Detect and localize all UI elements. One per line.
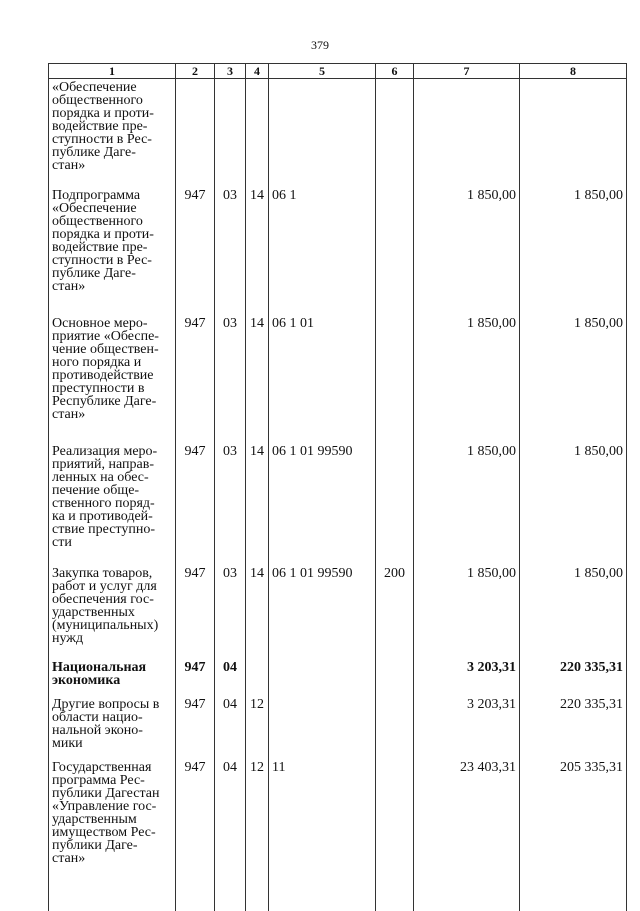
row-name-cell bbox=[49, 187, 176, 315]
subsection-code-cell: 14 bbox=[246, 443, 269, 565]
amount-col7-cell: 23 403,31 bbox=[414, 759, 520, 887]
table-row bbox=[49, 759, 627, 887]
row-name-line: сти bbox=[52, 536, 172, 549]
row-name-line: Национальная bbox=[52, 661, 172, 674]
amount-col7-cell: 3 203,31 bbox=[414, 659, 520, 696]
row-name-line: чение обществен- bbox=[52, 343, 172, 356]
empty-cell bbox=[176, 887, 215, 911]
amount-col8-cell: 220 335,31 bbox=[520, 659, 627, 696]
row-name-line: печение обще- bbox=[52, 484, 172, 497]
budget-table bbox=[48, 63, 627, 911]
expense-type-cell bbox=[376, 315, 414, 443]
header-col-2: 2 bbox=[176, 64, 215, 79]
empty-cell bbox=[376, 887, 414, 911]
row-name-line: Основное меро- bbox=[52, 317, 172, 330]
expense-type-cell bbox=[376, 659, 414, 696]
row-name-line: «Управление гос- bbox=[52, 800, 172, 813]
row-name-cell bbox=[49, 759, 176, 887]
target-article-cell bbox=[269, 659, 376, 696]
row-name-line: имуществом Рес- bbox=[52, 826, 172, 839]
table-row bbox=[49, 659, 627, 696]
section-code-cell: 03 bbox=[215, 443, 246, 565]
expense-type-cell bbox=[376, 443, 414, 565]
row-name-line: общественного bbox=[52, 215, 172, 228]
section-code-cell: 04 bbox=[215, 696, 246, 759]
target-article-cell: 06 1 01 99590 bbox=[269, 565, 376, 659]
row-name-line: порядка и проти- bbox=[52, 107, 172, 120]
row-name-line: противодействие bbox=[52, 369, 172, 382]
row-name-line: стан» bbox=[52, 408, 172, 421]
row-name-cell bbox=[49, 659, 176, 696]
amount-col8-cell: 1 850,00 bbox=[520, 565, 627, 659]
ministry-code-cell bbox=[176, 79, 215, 188]
row-name-line: Закупка товаров, bbox=[52, 567, 172, 580]
header-col-6: 6 bbox=[376, 64, 414, 79]
table-row bbox=[49, 443, 627, 565]
row-name-line: Реализация меро- bbox=[52, 445, 172, 458]
row-name-line: ленных на обес- bbox=[52, 471, 172, 484]
row-name-line: порядка и проти- bbox=[52, 228, 172, 241]
page-number: 379 bbox=[0, 38, 640, 53]
row-name-line: стан» bbox=[52, 280, 172, 293]
row-name-line: Другие вопросы в bbox=[52, 698, 172, 711]
row-name-line: Подпрограмма bbox=[52, 189, 172, 202]
row-name-cell bbox=[49, 79, 176, 188]
subsection-code-cell bbox=[246, 79, 269, 188]
row-name-line: «Обеспечение bbox=[52, 202, 172, 215]
row-name-line: стан» bbox=[52, 159, 172, 172]
amount-col8-cell: 220 335,31 bbox=[520, 696, 627, 759]
row-name-line: публике Даге- bbox=[52, 146, 172, 159]
ministry-code-cell: 947 bbox=[176, 696, 215, 759]
ministry-code-cell: 947 bbox=[176, 659, 215, 696]
expense-type-cell bbox=[376, 79, 414, 188]
row-name-line: ступности в Рес- bbox=[52, 133, 172, 146]
target-article-cell: 11 bbox=[269, 759, 376, 887]
ministry-code-cell: 947 bbox=[176, 315, 215, 443]
row-name-line: области нацио- bbox=[52, 711, 172, 724]
row-name-line: ударственных bbox=[52, 606, 172, 619]
subsection-code-cell bbox=[246, 659, 269, 696]
amount-col8-cell: 1 850,00 bbox=[520, 315, 627, 443]
row-name-line: нальной эконо- bbox=[52, 724, 172, 737]
ministry-code-cell: 947 bbox=[176, 443, 215, 565]
table-row bbox=[49, 696, 627, 759]
header-row bbox=[49, 64, 627, 79]
section-code-cell bbox=[215, 79, 246, 188]
subsection-code-cell: 12 bbox=[246, 759, 269, 887]
ministry-code-cell: 947 bbox=[176, 565, 215, 659]
header-col-5: 5 bbox=[269, 64, 376, 79]
amount-col8-cell bbox=[520, 79, 627, 188]
expense-type-cell: 200 bbox=[376, 565, 414, 659]
row-name-line: водействие пре- bbox=[52, 120, 172, 133]
amount-col7-cell: 3 203,31 bbox=[414, 696, 520, 759]
row-name-line: публики Дагестан bbox=[52, 787, 172, 800]
row-name-line: ного порядка и bbox=[52, 356, 172, 369]
budget-table-body bbox=[49, 79, 627, 911]
amount-col7-cell: 1 850,00 bbox=[414, 565, 520, 659]
target-article-cell: 06 1 01 99590 bbox=[269, 443, 376, 565]
amount-col8-cell: 1 850,00 bbox=[520, 443, 627, 565]
subsection-code-cell: 14 bbox=[246, 187, 269, 315]
section-code-cell: 03 bbox=[215, 565, 246, 659]
amount-col7-cell: 1 850,00 bbox=[414, 443, 520, 565]
row-name-line: (муниципальных) bbox=[52, 619, 172, 632]
row-name-line: работ и услуг для bbox=[52, 580, 172, 593]
amount-col8-cell: 205 335,31 bbox=[520, 759, 627, 887]
row-name-cell bbox=[49, 565, 176, 659]
row-name-line: программа Рес- bbox=[52, 774, 172, 787]
target-article-cell bbox=[269, 696, 376, 759]
row-name-line: публике Даге- bbox=[52, 267, 172, 280]
row-name-cell bbox=[49, 443, 176, 565]
empty-cell bbox=[215, 887, 246, 911]
row-name-line: ударственным bbox=[52, 813, 172, 826]
table-row bbox=[49, 565, 627, 659]
amount-col7-cell bbox=[414, 79, 520, 188]
expense-type-cell bbox=[376, 759, 414, 887]
subsection-code-cell: 12 bbox=[246, 696, 269, 759]
header-col-8: 8 bbox=[520, 64, 627, 79]
amount-col7-cell: 1 850,00 bbox=[414, 315, 520, 443]
row-name-line: общественного bbox=[52, 94, 172, 107]
empty-cell bbox=[269, 887, 376, 911]
ministry-code-cell: 947 bbox=[176, 759, 215, 887]
row-name-line: ствие преступно- bbox=[52, 523, 172, 536]
empty-cell bbox=[520, 887, 627, 911]
row-name-line: приятие «Обеспе- bbox=[52, 330, 172, 343]
subsection-code-cell: 14 bbox=[246, 565, 269, 659]
row-name-line: водействие пре- bbox=[52, 241, 172, 254]
empty-cell bbox=[49, 887, 176, 911]
row-name-line: публики Даге- bbox=[52, 839, 172, 852]
ministry-code-cell: 947 bbox=[176, 187, 215, 315]
target-article-cell bbox=[269, 79, 376, 188]
section-code-cell: 03 bbox=[215, 187, 246, 315]
row-name-line: стан» bbox=[52, 852, 172, 865]
target-article-cell: 06 1 bbox=[269, 187, 376, 315]
row-name-line: обеспечения гос- bbox=[52, 593, 172, 606]
section-code-cell: 04 bbox=[215, 759, 246, 887]
amount-col7-cell: 1 850,00 bbox=[414, 187, 520, 315]
row-name-line: Государственная bbox=[52, 761, 172, 774]
row-name-line: нужд bbox=[52, 632, 172, 645]
empty-cell bbox=[414, 887, 520, 911]
header-col-1: 1 bbox=[49, 64, 176, 79]
row-name-line: ка и противодей- bbox=[52, 510, 172, 523]
empty-cell bbox=[246, 887, 269, 911]
row-name-line: «Обеспечение bbox=[52, 81, 172, 94]
table-row bbox=[49, 187, 627, 315]
table-continuation bbox=[49, 887, 627, 911]
section-code-cell: 04 bbox=[215, 659, 246, 696]
row-name-line: экономика bbox=[52, 674, 172, 687]
table-row bbox=[49, 79, 627, 188]
header-col-3: 3 bbox=[215, 64, 246, 79]
row-name-line: ственного поряд- bbox=[52, 497, 172, 510]
target-article-cell: 06 1 01 bbox=[269, 315, 376, 443]
table-row bbox=[49, 315, 627, 443]
row-name-line: Республике Даге- bbox=[52, 395, 172, 408]
row-name-line: ступности в Рес- bbox=[52, 254, 172, 267]
header-col-7: 7 bbox=[414, 64, 520, 79]
header-col-4: 4 bbox=[246, 64, 269, 79]
row-name-line: мики bbox=[52, 737, 172, 750]
expense-type-cell bbox=[376, 696, 414, 759]
row-name-cell bbox=[49, 315, 176, 443]
section-code-cell: 03 bbox=[215, 315, 246, 443]
row-name-cell bbox=[49, 696, 176, 759]
row-name-line: преступности в bbox=[52, 382, 172, 395]
row-name-line: приятий, направ- bbox=[52, 458, 172, 471]
expense-type-cell bbox=[376, 187, 414, 315]
amount-col8-cell: 1 850,00 bbox=[520, 187, 627, 315]
subsection-code-cell: 14 bbox=[246, 315, 269, 443]
